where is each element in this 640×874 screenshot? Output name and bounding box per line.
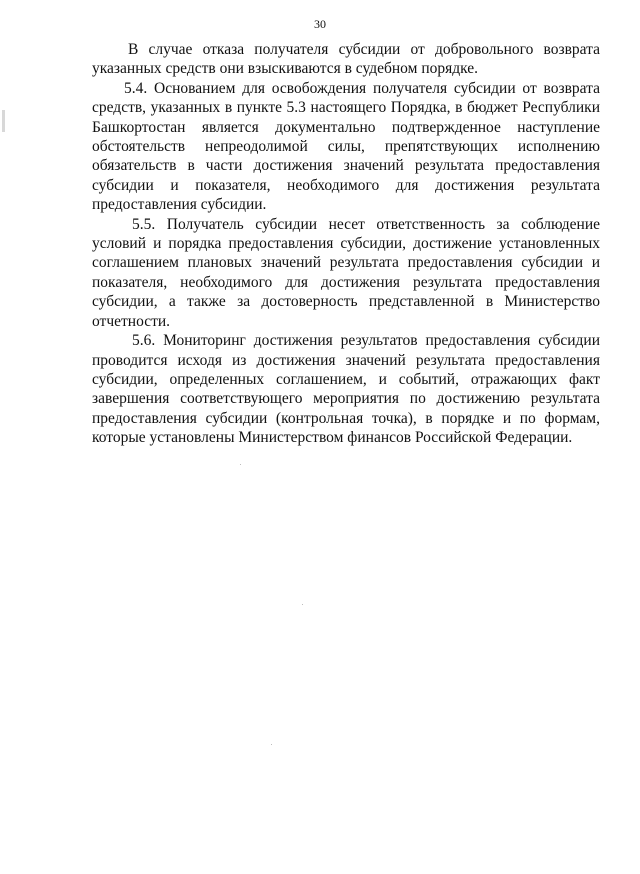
paragraph-5-6: 5.6. Мониторинг достижения результатов предоставления субсидии проводится исходя из достижения значений результата предоставления субсидии, определенных соглашением, и событий, отражающих факт завершения соответствующего мероприятия по достижению результата предоставления субсидии (контрольная точка), в порядке и по формам, которые установлены Министерством финансов Российской Федерации.: [92, 332, 600, 447]
scan-margin-mark: [2, 110, 5, 132]
scan-speck: [302, 604, 303, 605]
page-number: 30: [314, 17, 326, 31]
paragraph-5-5: 5.5. Получатель субсидии несет ответственность за соблюдение условий и порядка предоставления субсидии, достижение установленных соглашением плановых значений результата предоставления субсидии и показателя, необходимого для достижения результата предоставления субсидии, а также за достоверность представленной в Министерство отчетности.: [92, 215, 600, 330]
scan-speck: [271, 744, 272, 745]
scan-speck: [240, 464, 241, 465]
paragraph-5-4: 5.4. Основанием для освобождения получателя субсидии от возврата средств, указанных в пункте 5.3 настоящего Порядка, в бюджет Республики Башкортостан является документально подтвержденное наступление обстоятельств непреодолимой силы, препятствующих исполнению обязательств в части достижения значений результата предоставления субсидии и показателя, необходимого для достижения результата предоставления субсидии.: [92, 79, 600, 214]
paragraph-refusal: В случае отказа получателя субсидии от добровольного возврата указанных средств они взыскиваются в судебном порядке.: [92, 41, 600, 78]
document-body: [92, 40, 600, 448]
